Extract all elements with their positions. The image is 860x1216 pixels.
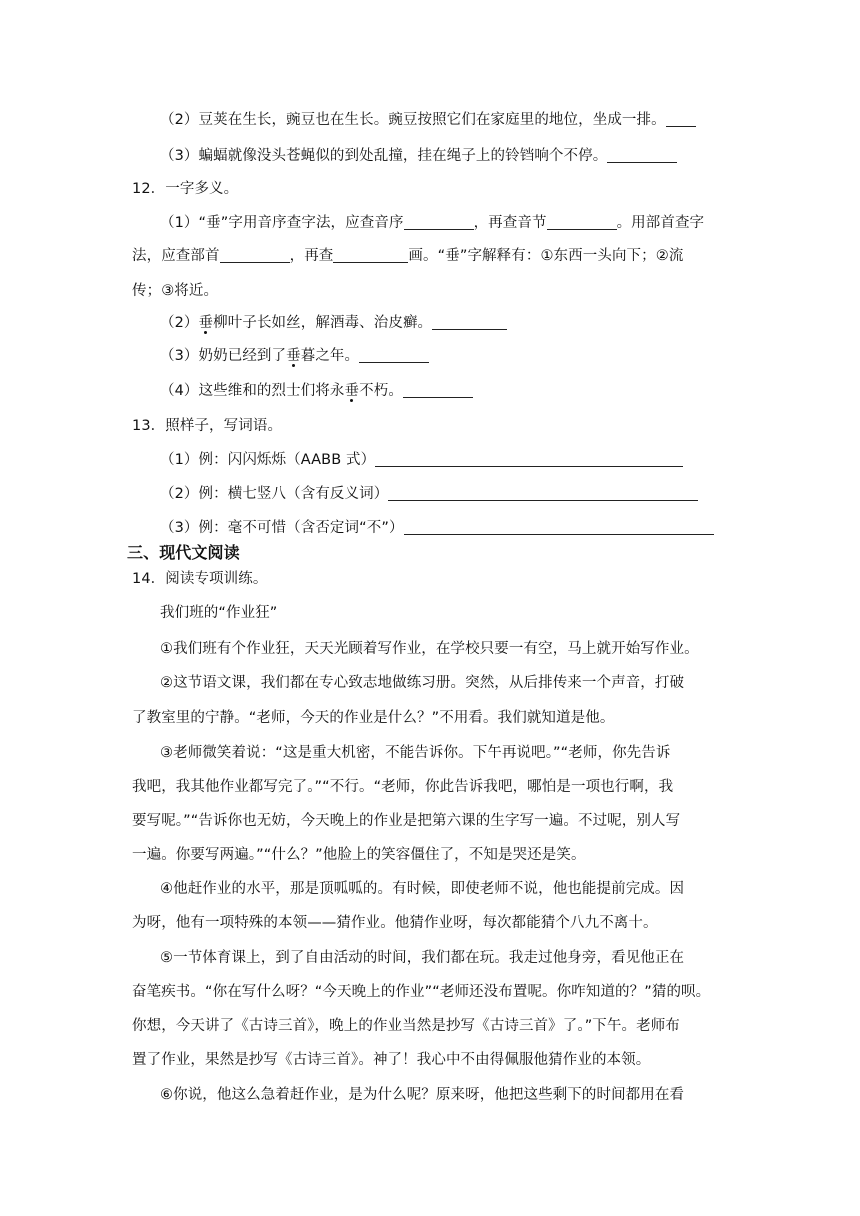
article-line: ②这节语文课，我们都在专心致志地做练习册。突然，从后排传来一个声音，打破: [160, 675, 685, 691]
article-line: ⑥你说，他这么急着赶作业，是为什么呢？原来呀，他把这些剩下的时间都用在看: [160, 1087, 685, 1103]
answer-blank[interactable]: [404, 518, 714, 535]
answer-blank[interactable]: [359, 346, 429, 363]
answer-blank[interactable]: [547, 213, 617, 230]
answer-blank[interactable]: [375, 450, 683, 467]
answer-blank[interactable]: [220, 246, 290, 263]
answer-blank[interactable]: [333, 246, 408, 263]
article-line: ⑤一节体育课上，到了自由活动的时间，我们都在玩。我走过他身旁，看见他正在: [160, 950, 685, 966]
article-line: 我吧，我其他作业都写完了。”“不行。“老师，你此告诉我吧，哪怕是一项也行啊，我: [132, 779, 674, 795]
answer-blank[interactable]: [607, 146, 677, 163]
q11-item-3: （3）蝙蝠就像没头苍蝇似的到处乱撞，挂在绳子上的铃铛响个不停。: [160, 143, 732, 169]
q14-title: 14．阅读专项训练。: [132, 571, 268, 587]
q12-item-1: （1）“垂”字用音序查字法，应查音序 ，再查音节 。用部首查字: [160, 215, 705, 231]
q13-item-3: （3）例：毫不可惜（含否定词“不”）: [160, 515, 732, 541]
article-line: 了教室里的宁静。“老师，今天的作业是什么？”不用看。我们就知道是他。: [132, 710, 615, 726]
article-line: 奋笔疾书。“你在写什么呀？“今天晚上的作业”“老师还没布置呢。你咋知道的？”猜的呗。: [132, 984, 711, 1000]
article-line: 置了作业，果然是抄写《古诗三首》。神了！我心中不由得佩服他猜作业的本领。: [132, 1052, 651, 1068]
answer-blank[interactable]: [403, 381, 473, 398]
article-line: ①我们班有个作业狂，天天光顾着写作业，在学校只要一有空，马上就开始写作业。: [160, 641, 699, 657]
dotted-character: 垂: [198, 315, 214, 331]
q11-item-2: （2）豆荚在生长，豌豆也在生长。豌豆按照它们在家庭里的地位，坐成一排。: [160, 107, 732, 133]
article-title: 我们班的“作业狂”: [160, 605, 278, 621]
q12-item-3: （3）奶奶已经到了垂暮之年。: [160, 343, 732, 369]
dotted-character: 垂: [286, 348, 301, 364]
answer-blank[interactable]: [388, 484, 698, 501]
q13-item-1: （1）例：闪闪烁烁（AABB 式）: [160, 447, 732, 473]
article-line: 为呀，他有一项特殊的本领——猜作业。他猜作业呀，每次都能猜个八九不离十。: [132, 915, 658, 931]
section-heading: 三、现代文阅读: [127, 543, 240, 562]
q13-item-2: （2）例：横七竖八（含有反义词）: [160, 481, 732, 507]
q12-item-1-cont: 法，应查部首 ，再查 画。“垂”字解释有：①东西一头向下；②流: [132, 248, 684, 264]
q12-item-1-cont2: 传；③将近。: [132, 283, 219, 299]
answer-blank[interactable]: [666, 110, 696, 127]
article-line: 你想，今天讲了《古诗三首》，晚上的作业当然是抄写《古诗三首》了。”下午。老师布: [132, 1018, 680, 1034]
q12-item-4: （4）这些维和的烈士们将永垂不朽。: [160, 378, 732, 404]
q12-title: 12．一字多义。: [132, 181, 239, 197]
answer-blank[interactable]: [404, 213, 474, 230]
answer-blank[interactable]: [432, 313, 507, 330]
q12-item-2: （2）垂柳叶子长如丝，解酒毒、治皮癣。: [160, 310, 732, 336]
article-line: ④他赶作业的水平，那是顶呱呱的。有时候，即使老师不说，他也能提前完成。因: [160, 881, 685, 897]
q13-title: 13．照样子，写词语。: [132, 418, 283, 434]
article-line: 一遍。你要写两遍。”“什么？”他脸上的笑容僵住了，不知是哭还是笑。: [132, 847, 586, 863]
article-line: ③老师微笑着说：“这是重大机密，不能告诉你。下午再说吧。”“老师，你先告诉: [160, 745, 671, 761]
article-line: 要写呢。”“告诉你也无妨，今天晚上的作业是把第六课的生字写一遍。不过呢，别人写: [132, 813, 681, 829]
dotted-character: 垂: [344, 383, 360, 399]
